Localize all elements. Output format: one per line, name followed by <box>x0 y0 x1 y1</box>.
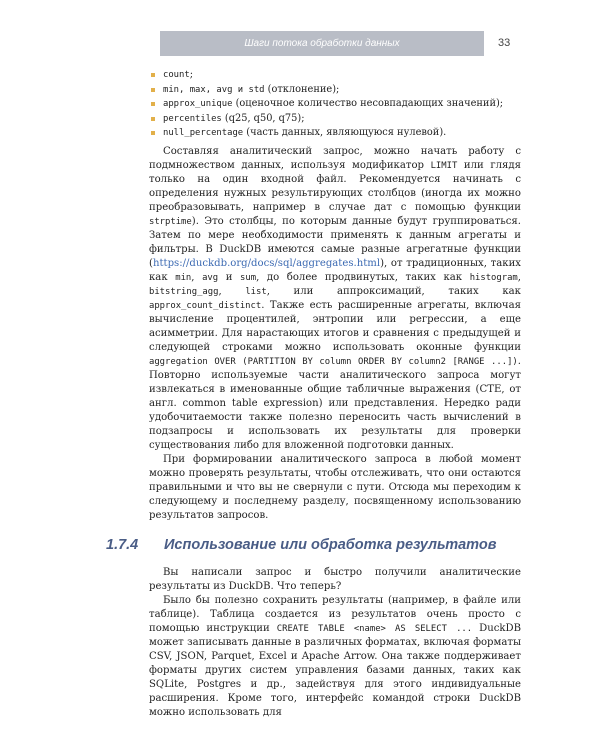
section-text-block <box>149 566 521 720</box>
list-item: percentiles (q25, q50, q75); <box>149 112 521 127</box>
section-title: Использование или обработка результатов <box>164 537 497 553</box>
section-heading <box>106 537 526 553</box>
running-title: Шаги потока обработки данных <box>244 38 400 49</box>
main-text-block <box>149 68 521 523</box>
list-item: min, max, avg и std (отклонение); <box>149 83 521 98</box>
page-number: 33 <box>498 37 511 49</box>
paragraph-analytic-query: Составляя аналитический запрос, можно начать работу с подмножеством данных, используя модификатор LIMIT или глядя только на один входной файл. Рекомендуется начинать с определения нужных результирующих столбцов (иногда их можно преобразовывать, например в случае дат с помощью функции strptime). Это столбцы, по которым данные будут группироваться. Затем по мере необходимости применять к данным агрегаты и фильтры. В DuckDB имеются самые разные агрегатные функции (https://duckdb.org/docs/sql/aggregates.html), от традиционных, таких как min, avg и sum, до более продвинутых, таких как histogram, bitstring_agg, list, или аппроксимаций, таких как approx_count_distinct. Также есть расширенные агрегаты, включая вычисление процентилей, энтропии или регрессии, а еще асимметрии. Для нарастающих итогов и сравнения с предыдущей и следующей строками можно использовать оконные функции aggregation OVER (PARTITION BY column ORDER BY column2 [RANGE ...]). Повторно используемые части аналитического запроса могут извлекаться в именованные общие табличные выражения (CTE, от англ. common table expression) или представления. Нередко ради удобочитаемости также полезно переносить часть вычислений в подзапросы и использовать их результаты для проверки существования либо для вложенной подготовки данных. <box>149 145 521 451</box>
paragraph-intro: Вы написали запрос и быстро получили аналитические результаты из DuckDB. Что теперь? <box>149 567 521 592</box>
aggregate-list <box>149 68 521 141</box>
list-item: null_percentage (часть данных, являющуюся нулевой). <box>149 126 521 141</box>
section-number: 1.7.4 <box>106 537 139 553</box>
paragraph-check-results: При формировании аналитического запроса в любой момент можно проверять результаты, чтобы отслеживать, что они остаются правильными и что вы не свернули с пути. Отсюда мы переходим к следующему и последнему разделу, посвященному использованию результатов запросов. <box>149 453 521 521</box>
list-item: approx_unique (оценочное количество несовпадающих значений); <box>149 97 521 112</box>
running-header <box>160 31 484 56</box>
list-item: count; <box>149 68 521 83</box>
aggregates-doc-link[interactable]: https://duckdb.org/docs/sql/aggregates.html <box>152 257 381 269</box>
paragraph-save-results: Было бы полезно сохранить результаты (например, в файле или таблице). Таблица создается из результатов очень просто с помощью инструкции CREATE TABLE <name> AS SELECT ... DuckDB может записывать данные в различных форматах, включая форматы CSV, JSON, Parquet, Excel и Apache Arrow. Она также поддерживает форматы других систем управления базами данных, таких как SQLite, Postgres и др., задействуя для этого индивидуальные расширения. Кроме того, интерфейс командой строки DuckDB можно использовать для <box>149 595 521 718</box>
